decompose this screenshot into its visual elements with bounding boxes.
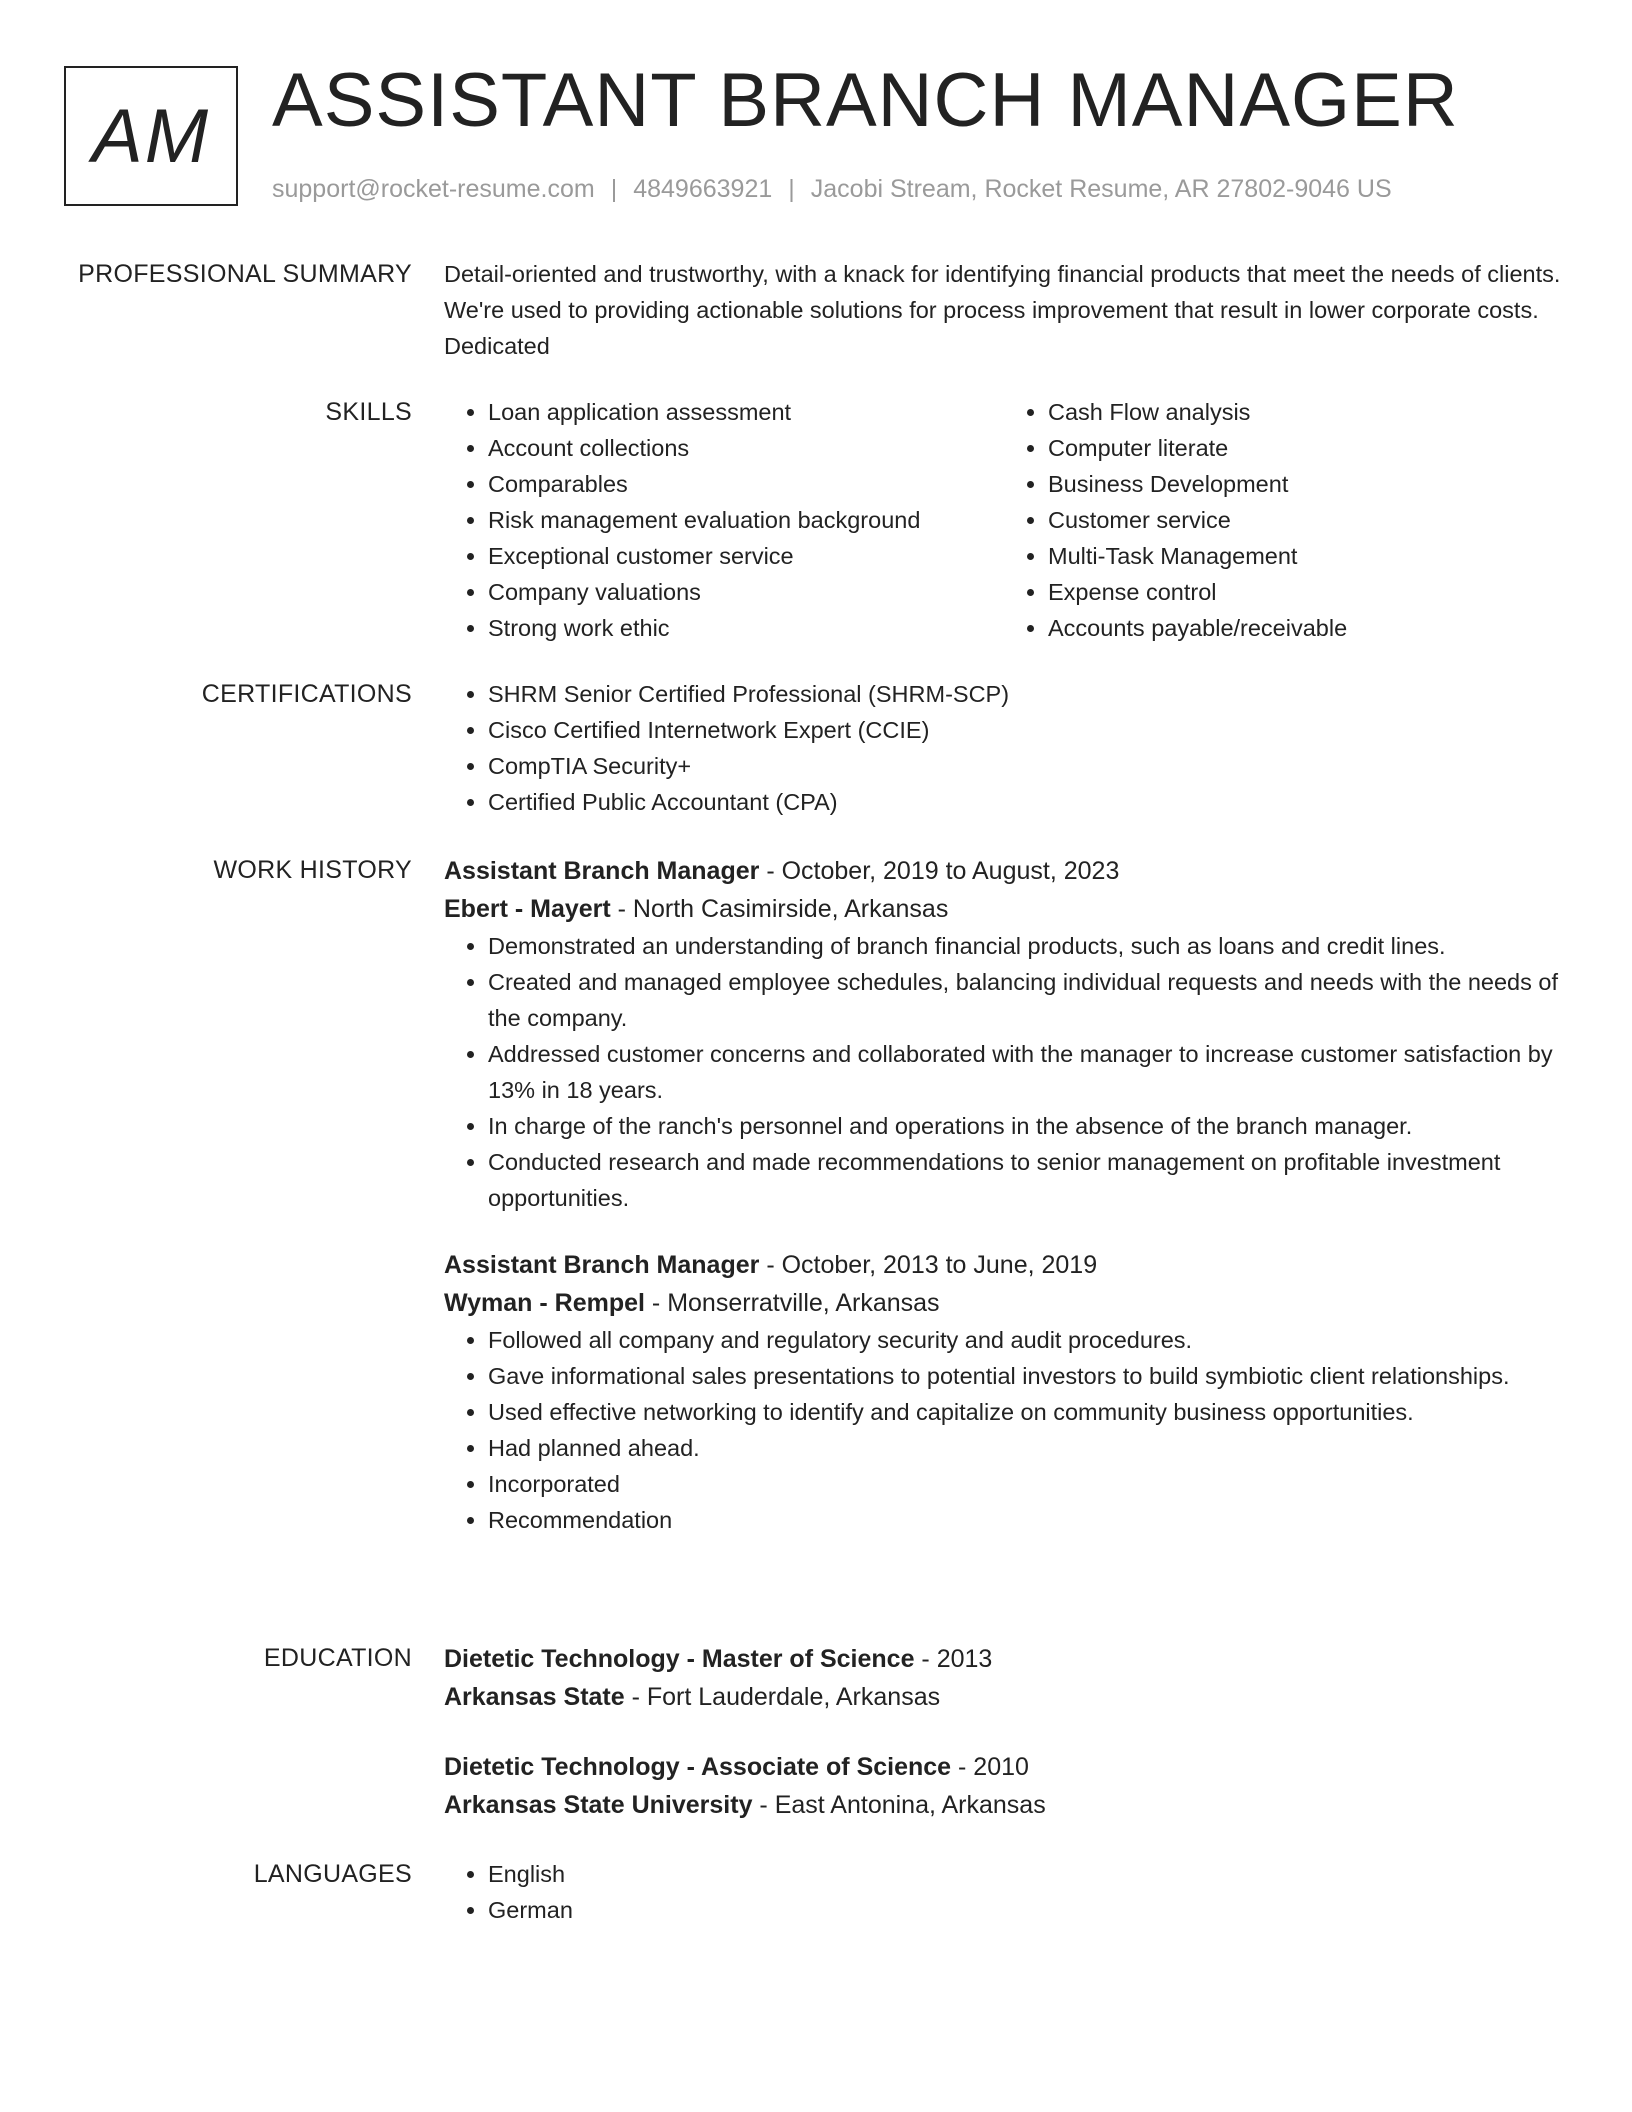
job-company-line	[444, 1284, 1564, 1322]
section-label: WORK HISTORY	[213, 856, 412, 884]
job-bullet: • Followed all company and regulatory security and audit procedures.	[488, 1322, 1564, 1358]
job-company: Wyman - Rempel	[444, 1289, 645, 1317]
skills-list-left	[444, 394, 1004, 646]
certifications-list	[444, 676, 1564, 820]
job-entry	[444, 852, 1564, 1216]
job-bullet: • Incorporated	[488, 1466, 1564, 1502]
degree-year: - 2010	[951, 1753, 1029, 1781]
degree-line	[444, 1748, 1564, 1786]
degree-line	[444, 1640, 1564, 1678]
section-label: SKILLS	[325, 398, 412, 426]
school-location: - East Antonina, Arkansas	[752, 1791, 1046, 1819]
job-company-line	[444, 890, 1564, 928]
job-title-line	[444, 852, 1564, 890]
job-dates: - October, 2013 to June, 2019	[759, 1251, 1098, 1279]
school-line	[444, 1786, 1564, 1824]
skill-item: • Company valuations	[488, 574, 1004, 610]
contact-separator: |	[788, 175, 795, 203]
section-label: PROFESSIONAL SUMMARY	[78, 260, 412, 288]
job-bullet: • In charge of the ranch's personnel and operations in the absence of the branch manager.	[488, 1108, 1564, 1144]
degree: Dietetic Technology - Associate of Science	[444, 1753, 952, 1781]
degree: Dietetic Technology - Master of Science	[444, 1645, 915, 1673]
education-entry	[444, 1640, 1564, 1716]
school-line	[444, 1678, 1564, 1716]
job-bullet: • Had planned ahead.	[488, 1430, 1564, 1466]
monogram-initials: AM	[64, 66, 238, 206]
skill-item: • Cash Flow analysis	[1048, 394, 1564, 430]
summary-text: Detail-oriented and trustworthy, with a knack for identifying financial products that meet the needs of clients. We're used to providing actionable solutions for process improvement that result in lower corporate costs. Dedicated	[444, 261, 1561, 359]
skill-item: • Comparables	[488, 466, 1004, 502]
certification-item: • Certified Public Accountant (CPA)	[488, 784, 1564, 820]
school-location: - Fort Lauderdale, Arkansas	[624, 1683, 941, 1711]
section-label: EDUCATION	[263, 1644, 412, 1672]
job-bullet: • Addressed customer concerns and collaborated with the manager to increase customer satisfaction by 13% in 18 years.	[488, 1036, 1564, 1108]
job-bullet: • Gave informational sales presentations to potential investors to build symbiotic client relationships.	[488, 1358, 1564, 1394]
job-title-line	[444, 1246, 1564, 1284]
skill-item: • Accounts payable/receivable	[1048, 610, 1564, 646]
language-item: • German	[488, 1892, 1564, 1928]
job-bullet: • Demonstrated an understanding of branch financial products, such as loans and credit lines.	[488, 928, 1564, 964]
job-bullet: • Recommendation	[488, 1502, 1564, 1538]
skill-item: • Customer service	[1048, 502, 1564, 538]
skills-list-right	[1004, 394, 1564, 646]
school: Arkansas State	[444, 1683, 625, 1711]
skill-item: • Business Development	[1048, 466, 1564, 502]
skill-item: • Loan application assessment	[488, 394, 1004, 430]
job-dates: - October, 2019 to August, 2023	[759, 857, 1120, 885]
school: Arkansas State University	[444, 1791, 753, 1819]
job-title: Assistant Branch Manager	[444, 1251, 760, 1279]
section-label: LANGUAGES	[253, 1860, 412, 1888]
contact-separator: |	[610, 175, 618, 203]
job-bullets	[444, 1322, 1564, 1538]
job-bullet: • Created and managed employee schedules, balancing individual requests and needs with the needs of the company.	[488, 964, 1564, 1036]
languages-list	[444, 1856, 1564, 1928]
degree-year: - 2013	[914, 1645, 993, 1673]
certification-item: • SHRM Senior Certified Professional (SHRM-SCP)	[488, 676, 1564, 712]
skill-item: • Exceptional customer service	[488, 538, 1004, 574]
job-location: - Monserratville, Arkansas	[644, 1289, 940, 1317]
contact-email[interactable]: support@rocket-resume.com	[272, 175, 595, 203]
education-entry	[444, 1748, 1564, 1824]
skill-item: • Expense control	[1048, 574, 1564, 610]
skill-item: • Computer literate	[1048, 430, 1564, 466]
job-company: Ebert - Mayert	[444, 895, 611, 923]
resume-title: ASSISTANT BRANCH MANAGER	[272, 58, 1459, 143]
job-bullet: • Used effective networking to identify and capitalize on community business opportunities.	[488, 1394, 1564, 1430]
skill-item: • Multi-Task Management	[1048, 538, 1564, 574]
job-bullets	[444, 928, 1564, 1216]
job-entry	[444, 1246, 1564, 1538]
job-location: - North Casimirside, Arkansas	[610, 895, 949, 923]
section-label: CERTIFICATIONS	[201, 680, 412, 708]
contact-line	[272, 172, 1392, 206]
skill-item: • Account collections	[488, 430, 1004, 466]
contact-phone[interactable]: 4849663921	[633, 175, 773, 203]
certification-item: • CompTIA Security+	[488, 748, 1564, 784]
language-item: • English	[488, 1856, 1564, 1892]
skill-item: • Strong work ethic	[488, 610, 1004, 646]
skill-item: • Risk management evaluation background	[488, 502, 1004, 538]
contact-address: Jacobi Stream, Rocket Resume, AR 27802-9046 US	[810, 175, 1392, 203]
job-title: Assistant Branch Manager	[444, 857, 760, 885]
job-bullet: • Conducted research and made recommendations to senior management on profitable investment opportunities.	[488, 1144, 1564, 1216]
certification-item: • Cisco Certified Internetwork Expert (CCIE)	[488, 712, 1564, 748]
